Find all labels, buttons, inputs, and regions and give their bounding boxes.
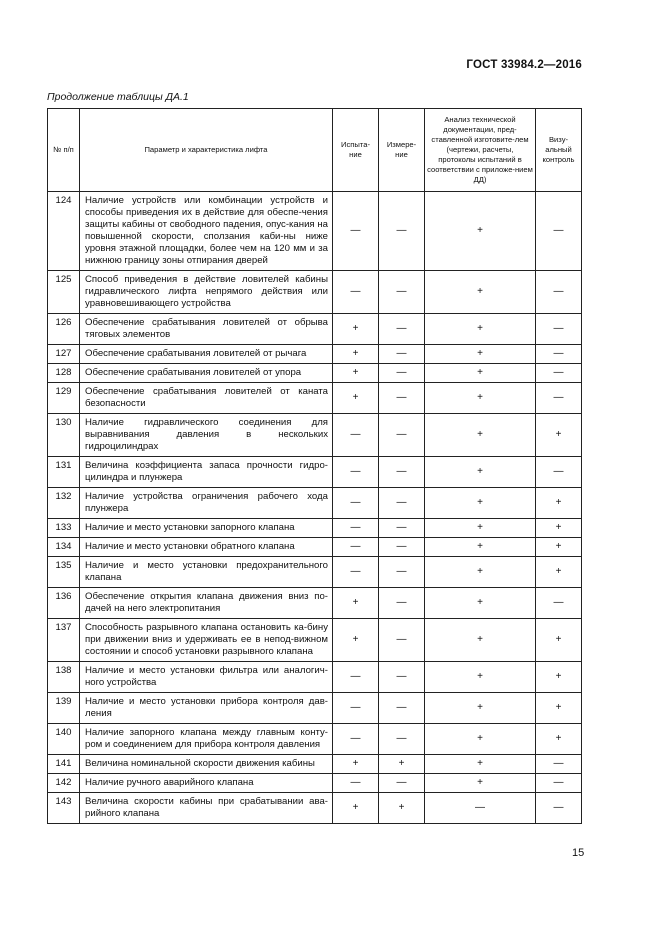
table-row bbox=[48, 414, 582, 457]
parameter-cell: Наличие и место установки запорного клапана bbox=[80, 519, 333, 538]
table-caption: Продолжение таблицы ДА.1 bbox=[47, 91, 189, 103]
measurement-mark-cell: — bbox=[379, 488, 425, 519]
visual-mark-cell: — bbox=[536, 457, 582, 488]
test-mark-cell: — bbox=[333, 457, 379, 488]
visual-mark-cell: — bbox=[536, 755, 582, 774]
test-mark-cell: — bbox=[333, 724, 379, 755]
parameter-cell: Обеспечение открытия клапана движения вниз по-дачей на него электропитания bbox=[80, 588, 333, 619]
table-row bbox=[48, 519, 582, 538]
documentation-mark-cell: + bbox=[425, 314, 536, 345]
row-number-cell: 143 bbox=[48, 793, 80, 824]
measurement-mark-cell: — bbox=[379, 383, 425, 414]
row-number-cell: 126 bbox=[48, 314, 80, 345]
parameter-cell: Наличие гидравлического соединения для выравнивания давления в нескольких гидроцилиндрах bbox=[80, 414, 333, 457]
parameter-cell: Наличие и место установки обратного клапана bbox=[80, 538, 333, 557]
row-number-cell: 139 bbox=[48, 693, 80, 724]
row-number-cell: 135 bbox=[48, 557, 80, 588]
table-row bbox=[48, 364, 582, 383]
row-number-cell: 133 bbox=[48, 519, 80, 538]
test-mark-cell: + bbox=[333, 383, 379, 414]
test-mark-cell: + bbox=[333, 793, 379, 824]
measurement-mark-cell: — bbox=[379, 414, 425, 457]
visual-mark-cell: — bbox=[536, 192, 582, 271]
parameter-cell: Наличие устройства ограничения рабочего хода плунжера bbox=[80, 488, 333, 519]
documentation-mark-cell: + bbox=[425, 588, 536, 619]
documentation-mark-cell: + bbox=[425, 345, 536, 364]
documentation-mark-cell: + bbox=[425, 383, 536, 414]
test-mark-cell: — bbox=[333, 271, 379, 314]
table-row bbox=[48, 793, 582, 824]
measurement-mark-cell: — bbox=[379, 724, 425, 755]
visual-mark-cell: + bbox=[536, 414, 582, 457]
visual-mark-cell: + bbox=[536, 557, 582, 588]
col-header-visual-control: Визу-альный контроль bbox=[536, 109, 582, 192]
visual-mark-cell: + bbox=[536, 662, 582, 693]
documentation-mark-cell: + bbox=[425, 619, 536, 662]
col-header-measurement: Измере-ние bbox=[379, 109, 425, 192]
col-header-documentation-analysis: Анализ технической документации, пред-ставленной изготовите-лем (чертежи, расчеты, протоколы испытаний в соответствии с приложе-нием ДД) bbox=[425, 109, 536, 192]
measurement-mark-cell: — bbox=[379, 519, 425, 538]
table-row bbox=[48, 662, 582, 693]
measurement-mark-cell: — bbox=[379, 538, 425, 557]
row-number-cell: 142 bbox=[48, 774, 80, 793]
visual-mark-cell: + bbox=[536, 724, 582, 755]
measurement-mark-cell: — bbox=[379, 693, 425, 724]
visual-mark-cell: — bbox=[536, 364, 582, 383]
visual-mark-cell: + bbox=[536, 538, 582, 557]
table-row bbox=[48, 314, 582, 345]
parameter-cell: Наличие ручного аварийного клапана bbox=[80, 774, 333, 793]
documentation-mark-cell: + bbox=[425, 364, 536, 383]
test-mark-cell: — bbox=[333, 488, 379, 519]
documentation-mark-cell: + bbox=[425, 538, 536, 557]
measurement-mark-cell: — bbox=[379, 619, 425, 662]
parameter-cell: Обеспечение срабатывания ловителей от упора bbox=[80, 364, 333, 383]
visual-mark-cell: + bbox=[536, 519, 582, 538]
documentation-mark-cell: + bbox=[425, 414, 536, 457]
parameter-cell: Наличие устройств или комбинации устройств и способы приведения их в действие для обеспе-чения защиты кабины от свободного падения, опус-кания на повышенной скорости, сползания каби-ны ниже уровня этажной площадки, более чем на 120 мм и за нижнюю границу зоны отпирания дверей bbox=[80, 192, 333, 271]
table-row bbox=[48, 724, 582, 755]
parameter-cell: Обеспечение срабатывания ловителей от рычага bbox=[80, 345, 333, 364]
table-body bbox=[48, 192, 582, 824]
row-number-cell: 141 bbox=[48, 755, 80, 774]
test-mark-cell: — bbox=[333, 662, 379, 693]
col-header-parameter: Параметр и характеристика лифта bbox=[80, 109, 333, 192]
table-row bbox=[48, 774, 582, 793]
documentation-mark-cell: + bbox=[425, 662, 536, 693]
parameter-cell: Величина номинальной скорости движения кабины bbox=[80, 755, 333, 774]
measurement-mark-cell: — bbox=[379, 774, 425, 793]
table-row bbox=[48, 693, 582, 724]
table-row bbox=[48, 557, 582, 588]
visual-mark-cell: — bbox=[536, 314, 582, 345]
measurement-mark-cell: — bbox=[379, 345, 425, 364]
documentation-mark-cell: + bbox=[425, 755, 536, 774]
table-row bbox=[48, 588, 582, 619]
visual-mark-cell: — bbox=[536, 383, 582, 414]
test-mark-cell: + bbox=[333, 619, 379, 662]
visual-mark-cell: — bbox=[536, 345, 582, 364]
measurement-mark-cell: — bbox=[379, 557, 425, 588]
parameter-cell: Способность разрывного клапана остановить ка-бину при движении вниз и удерживать ее в непод-вижном состоянии и способ установки разрывного клапана bbox=[80, 619, 333, 662]
row-number-cell: 124 bbox=[48, 192, 80, 271]
parameter-cell: Наличие и место установки прибора контроля дав-ления bbox=[80, 693, 333, 724]
row-number-cell: 130 bbox=[48, 414, 80, 457]
test-mark-cell: + bbox=[333, 588, 379, 619]
measurement-mark-cell: — bbox=[379, 314, 425, 345]
parameter-cell: Способ приведения в действие ловителей кабины гидравлического лифта непрямого действия или уравновешивающего устройства bbox=[80, 271, 333, 314]
test-mark-cell: — bbox=[333, 557, 379, 588]
row-number-cell: 138 bbox=[48, 662, 80, 693]
test-mark-cell: — bbox=[333, 774, 379, 793]
table-row bbox=[48, 192, 582, 271]
row-number-cell: 134 bbox=[48, 538, 80, 557]
visual-mark-cell: + bbox=[536, 693, 582, 724]
visual-mark-cell: — bbox=[536, 588, 582, 619]
documentation-mark-cell: + bbox=[425, 693, 536, 724]
measurement-mark-cell: — bbox=[379, 364, 425, 383]
test-mark-cell: + bbox=[333, 755, 379, 774]
test-mark-cell: — bbox=[333, 519, 379, 538]
row-number-cell: 137 bbox=[48, 619, 80, 662]
col-header-number: № п/п bbox=[48, 109, 80, 192]
visual-mark-cell: + bbox=[536, 619, 582, 662]
documentation-mark-cell: + bbox=[425, 457, 536, 488]
test-mark-cell: — bbox=[333, 538, 379, 557]
documentation-mark-cell: — bbox=[425, 793, 536, 824]
table-row bbox=[48, 345, 582, 364]
measurement-mark-cell: + bbox=[379, 793, 425, 824]
parameter-cell: Обеспечение срабатывания ловителей от обрыва тяговых элементов bbox=[80, 314, 333, 345]
test-mark-cell: — bbox=[333, 192, 379, 271]
test-mark-cell: + bbox=[333, 314, 379, 345]
table-header-row bbox=[48, 109, 582, 192]
inspection-table bbox=[47, 108, 582, 824]
documentation-mark-cell: + bbox=[425, 774, 536, 793]
page-number: 15 bbox=[572, 847, 585, 859]
parameter-cell: Обеспечение срабатывания ловителей от каната безопасности bbox=[80, 383, 333, 414]
test-mark-cell: + bbox=[333, 345, 379, 364]
measurement-mark-cell: — bbox=[379, 457, 425, 488]
table-row bbox=[48, 488, 582, 519]
row-number-cell: 132 bbox=[48, 488, 80, 519]
visual-mark-cell: + bbox=[536, 488, 582, 519]
table-row bbox=[48, 383, 582, 414]
table-row bbox=[48, 619, 582, 662]
measurement-mark-cell: — bbox=[379, 271, 425, 314]
visual-mark-cell: — bbox=[536, 774, 582, 793]
parameter-cell: Наличие запорного клапана между главным конту-ром и соединением для прибора контроля давления bbox=[80, 724, 333, 755]
documentation-mark-cell: + bbox=[425, 271, 536, 314]
visual-mark-cell: — bbox=[536, 793, 582, 824]
test-mark-cell: + bbox=[333, 364, 379, 383]
table-row bbox=[48, 755, 582, 774]
row-number-cell: 131 bbox=[48, 457, 80, 488]
row-number-cell: 129 bbox=[48, 383, 80, 414]
test-mark-cell: — bbox=[333, 414, 379, 457]
parameter-cell: Величина коэффициента запаса прочности гидро-цилиндра и плунжера bbox=[80, 457, 333, 488]
parameter-cell: Величина скорости кабины при срабатывании ава-рийного клапана bbox=[80, 793, 333, 824]
col-header-test: Испыта-ние bbox=[333, 109, 379, 192]
table-row bbox=[48, 457, 582, 488]
documentation-mark-cell: + bbox=[425, 192, 536, 271]
table-row bbox=[48, 538, 582, 557]
measurement-mark-cell: — bbox=[379, 588, 425, 619]
row-number-cell: 125 bbox=[48, 271, 80, 314]
row-number-cell: 127 bbox=[48, 345, 80, 364]
row-number-cell: 128 bbox=[48, 364, 80, 383]
parameter-cell: Наличие и место установки фильтра или аналогич-ного устройства bbox=[80, 662, 333, 693]
documentation-mark-cell: + bbox=[425, 557, 536, 588]
measurement-mark-cell: — bbox=[379, 192, 425, 271]
test-mark-cell: — bbox=[333, 693, 379, 724]
row-number-cell: 136 bbox=[48, 588, 80, 619]
documentation-mark-cell: + bbox=[425, 488, 536, 519]
row-number-cell: 140 bbox=[48, 724, 80, 755]
parameter-cell: Наличие и место установки предохранительного клапана bbox=[80, 557, 333, 588]
documentation-mark-cell: + bbox=[425, 519, 536, 538]
documentation-mark-cell: + bbox=[425, 724, 536, 755]
standard-number: ГОСТ 33984.2—2016 bbox=[466, 59, 582, 71]
visual-mark-cell: — bbox=[536, 271, 582, 314]
measurement-mark-cell: + bbox=[379, 755, 425, 774]
measurement-mark-cell: — bbox=[379, 662, 425, 693]
table-row bbox=[48, 271, 582, 314]
